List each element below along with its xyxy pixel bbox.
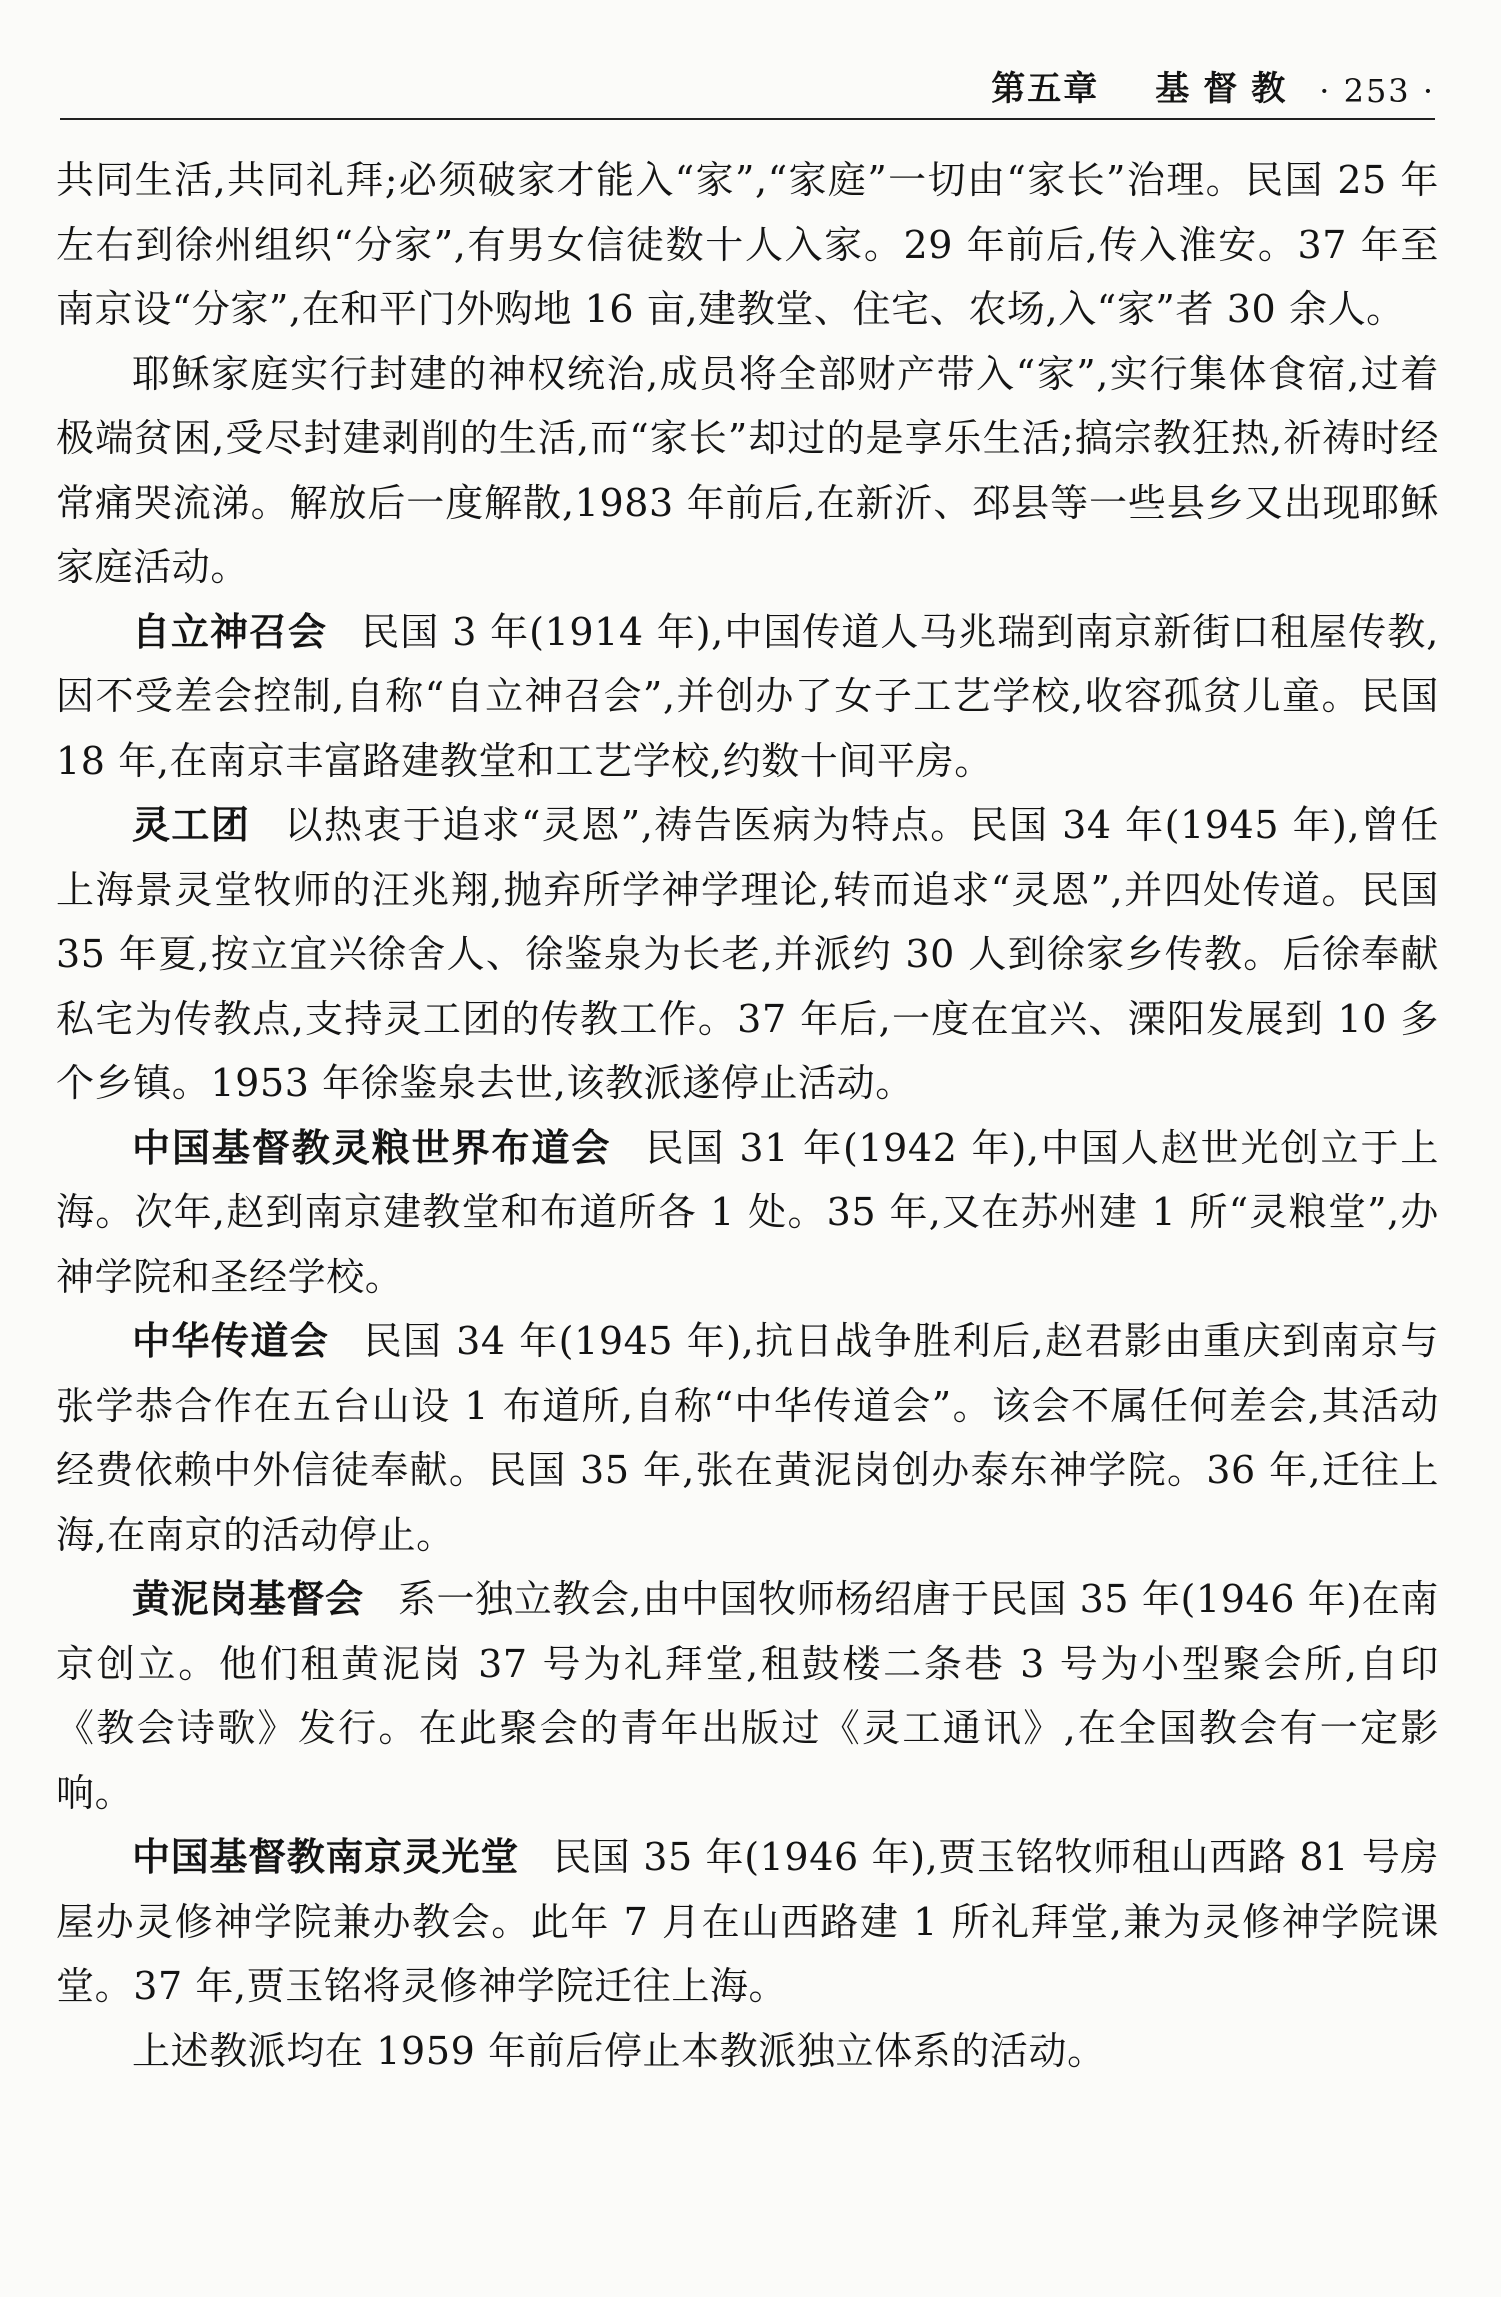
running-header [60, 30, 1435, 120]
paragraph-text: 上述教派均在 1959 年前后停止本教派独立体系的活动。 [132, 2028, 1106, 2073]
paragraph-entry [56, 793, 1439, 1116]
paragraph-text: 民国 31 年(1942 年),中国人赵世光创立于上海。次年,赵到南京建教堂和布道所各 1 处。35 年,又在苏州建 1 所“灵粮堂”,办神学院和圣经学校。 [56, 1125, 1439, 1299]
entry-term: 黄泥岗基督会 [132, 1577, 364, 1621]
chapter-title: 基督教 [1155, 69, 1300, 109]
paragraph-text: 民国 3 年(1914 年),中国传道人马兆瑞到南京新街口租屋传教,因不受差会控制,自称“自立神召会”,并创办了女子工艺学校,收容孤贫儿童。民国 18 年,在南京丰富路建教堂和工艺学校,约数十间平房。 [56, 609, 1439, 783]
paragraph-continuation [56, 148, 1439, 342]
entry-term: 中华传道会 [132, 1319, 330, 1363]
paragraph-entry [56, 600, 1439, 794]
paragraph-entry [56, 1309, 1439, 1567]
entry-term: 中国基督教南京灵光堂 [132, 1835, 519, 1879]
paragraph-summary [56, 2019, 1439, 2084]
chapter-label: 第五章 [991, 69, 1100, 109]
entry-term: 自立神召会 [132, 609, 328, 654]
paragraph-entry [56, 1567, 1439, 1825]
paragraph-entry [56, 1116, 1439, 1310]
paragraph-text: 民国 34 年(1945 年),抗日战争胜利后,赵君影由重庆到南京与张学恭合作在五台山设 1 布道所,自称“中华传道会”。该会不属任何差会,其活动经费依赖中外信徒奉献。民国 35 年,张在黄泥岗创办泰东神学院。36 年,迁往上海,在南京的活动停止。 [56, 1319, 1439, 1557]
page-body [56, 148, 1439, 2083]
paragraph-text: 以热衷于追求“灵恩”,祷告医病为特点。民国 34 年(1945 年),曾任上海景灵堂牧师的汪兆翔,抛弃所学神学理论,转而追求“灵恩”,并四处传道。民国 35 年夏,按立宜兴徐舍人、徐鉴泉为长老,并派约 30 人到徐家乡传教。后徐奉献私宅为传教点,支持灵工团的传教工作。37 年后,一度在宜兴、溧阳发展到 10 多个乡镇。1953 年徐鉴泉去世,该教派遂停止活动。 [56, 803, 1439, 1105]
paragraph-entry [56, 1825, 1439, 2019]
paragraph-text: 共同生活,共同礼拜;必须破家才能入“家”,“家庭”一切由“家长”治理。民国 25 年左右到徐州组织“分家”,有男女信徒数十人入家。29 年前后,传入淮安。37 年至南京设“分家”,在和平门外购地 16 亩,建教堂、住宅、农场,入“家”者 30 余人。 [56, 158, 1439, 331]
paragraph-text: 系一独立教会,由中国牧师杨绍唐于民国 35 年(1946 年)在南京创立。他们租黄泥岗 37 号为礼拜堂,租鼓楼二条巷 3 号为小型聚会所,自印《教会诗歌》发行。在此聚会的青年出版过《灵工通讯》,在全国教会有一定影响。 [56, 1577, 1439, 1815]
entry-term: 中国基督教灵粮世界布道会 [132, 1125, 612, 1170]
paragraph-jesus-family [56, 342, 1439, 600]
paragraph-text: 民国 35 年(1946 年),贾玉铭牧师租山西路 81 号房屋办灵修神学院兼办教会。此年 7 月在山西路建 1 所礼拜堂,兼为灵修神学院课堂。37 年,贾玉铭将灵修神学院迁往上海。 [56, 1835, 1439, 2008]
entry-term: 灵工团 [132, 803, 251, 847]
page-number: · 253 · [1319, 72, 1435, 110]
paragraph-text: 耶稣家庭实行封建的神权统治,成员将全部财产带入“家”,实行集体食宿,过着极端贫困,受尽封建剥削的生活,而“家长”却过的是享乐生活;搞宗教狂热,祈祷时经常痛哭流涕。解放后一度解散,1983 年前后,在新沂、邳县等一些县乡又出现耶稣家庭活动。 [56, 351, 1439, 589]
